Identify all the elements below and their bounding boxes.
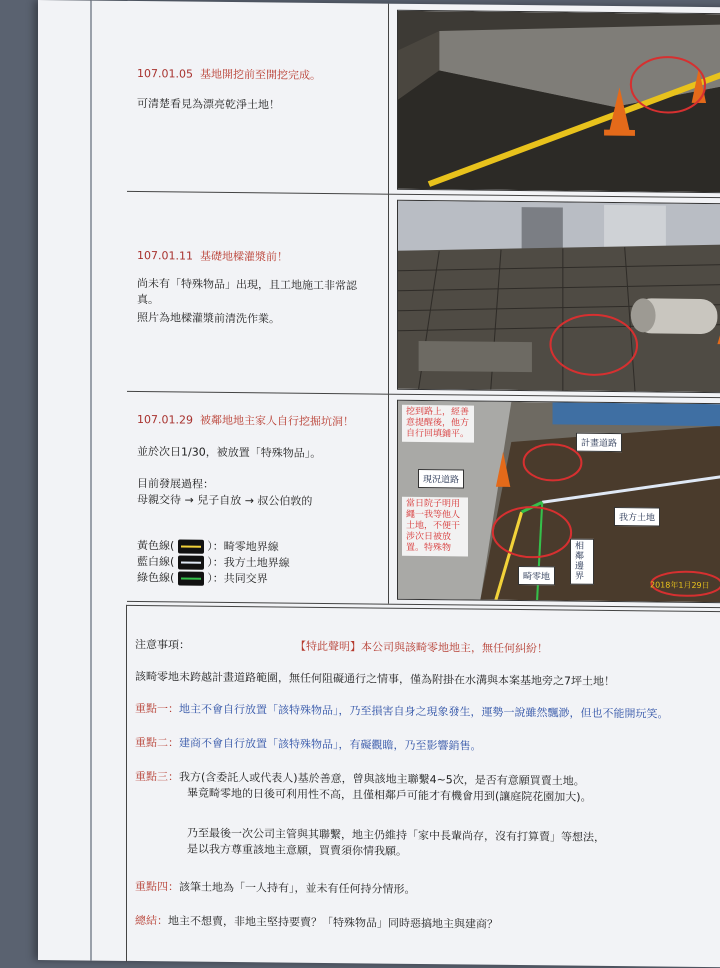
point-text: 地主不會自行放置「該特殊物品」，乃至損害自身之現象發生，運勢一說雖然飄渺，但也不能開玩笑。 [179, 702, 669, 721]
table-row [127, 391, 720, 608]
notes-section [126, 605, 720, 968]
photo-date-stamp: 2018年1月29日 [650, 580, 710, 591]
row-desc: 真。 [137, 293, 159, 307]
summary-text: 地主不想賣，非地主堅持要賣？「特殊物品」同時惡搞地主與建商？ [168, 914, 498, 931]
photo-note-left: 當日院子明用繩一我等他人土地，不便干涉次日被放置。特殊物 [402, 497, 468, 557]
row-date: 107.01.05 [137, 67, 193, 81]
point-label: 重點三： [135, 770, 179, 784]
legend-name: 黃色線 [137, 539, 170, 553]
photo-label-plan-road: 計畫道路 [576, 433, 622, 452]
point-text: 乃至最後一次公司主管與其聯繫，地主仍維持「家中長輩尚存，沒有打算賣」等想法， [187, 826, 605, 844]
legend-name: 藍白線 [137, 555, 170, 569]
row-text-cell [127, 1, 389, 194]
row-title: 基礎地樑灌漿前！ [199, 249, 288, 264]
photo-note-top: 挖到路上，經善意提醒後，他方自行回填鋪平。 [402, 405, 474, 443]
legend-item: 藍白線( ）：我方土地界線 [137, 555, 290, 570]
row-title: 被鄰地地主家人自行挖掘坑洞！ [199, 413, 354, 429]
row-desc: 並於次日1/30，被放置「特殊物品」。 [137, 445, 322, 460]
point-text: 建商不會自行放置「該特殊物品」，有礙觀瞻，乃至影響銷售。 [179, 736, 482, 753]
table-row [127, 191, 720, 398]
row-text-cell [127, 391, 389, 604]
row-desc: 目前發展過程： [137, 477, 214, 491]
point-label: 重點一： [135, 702, 179, 716]
photo-table [126, 1, 720, 591]
point-text: 是以我方尊重該地主意願，買賣須你情我願。 [187, 842, 407, 858]
point-text: 該筆土地為「一人持有」，並未有任何持分情形。 [179, 880, 416, 896]
summary-label: 總結： [135, 914, 168, 928]
row-title: 基地開挖前至開挖完成。 [199, 67, 321, 82]
document-page [38, 0, 720, 967]
green-line-swatch [178, 571, 204, 585]
point-text: 我方(含委託人或代表人)基於善意，曾與該地主聯繫4~5次，是否有意願買賣土地。 [179, 770, 585, 788]
row-desc: 可清楚看見為漂亮乾淨土地！ [137, 97, 280, 112]
row-desc: 照片為地樑灌漿前清洗作業。 [137, 311, 280, 326]
legend-item: 綠色線( ）：共同交界 [137, 571, 268, 586]
legend-desc: ）：畸零地界線 [207, 539, 279, 554]
row-photo-cell [389, 4, 720, 198]
site-excavation-photo [397, 10, 720, 194]
row-photo-cell [389, 394, 720, 608]
row-text-cell [127, 191, 389, 394]
rebar-foundation-photo [397, 200, 720, 394]
legend-name: 綠色線 [137, 571, 170, 585]
point-text: 畢竟畸零地的日後可利用性不高，且僅相鄰戶可能才有機會用到(讓庭院花園加大)。 [187, 786, 592, 804]
row-date: 107.01.29 [137, 413, 193, 427]
legend-item: 黃色線( ）：畸零地界線 [137, 539, 279, 554]
row-date: 107.01.11 [137, 249, 193, 263]
photo-label-neighbor: 相鄰邊界 [570, 539, 594, 585]
row-photo-cell [389, 194, 720, 398]
legend-desc: ）：共同交界 [207, 571, 268, 586]
row-desc: 尚未有「特殊物品」出現，且工地施工非常認 [137, 277, 357, 293]
photo-label-odd-land: 畸零地 [518, 566, 555, 585]
row-desc: 母親交待 → 兒子自放 → 叔公伯敦的 [137, 493, 313, 508]
point-label: 重點四： [135, 880, 179, 894]
photo-label-current-road: 現況道路 [418, 469, 464, 488]
table-row [127, 1, 720, 198]
legend-desc: ）：我方土地界線 [207, 555, 290, 570]
declaration: 【特此聲明】本公司與該畸零地地主，無任何糾紛！ [295, 639, 548, 656]
photo-label-our-land: 我方土地 [614, 507, 660, 526]
blue-white-line-swatch [178, 555, 204, 569]
yellow-line-swatch [178, 539, 204, 553]
margin-line [90, 1, 92, 961]
intro-text: 該畸零地未跨越計畫道路範圍，無任何阻礙通行之情事，僅為附掛在水溝與本案基地旁之7坪土地！ [135, 670, 615, 689]
point-label: 重點二： [135, 736, 179, 750]
dug-hole-photo [397, 400, 720, 604]
notes-heading: 注意事項： [135, 638, 190, 652]
